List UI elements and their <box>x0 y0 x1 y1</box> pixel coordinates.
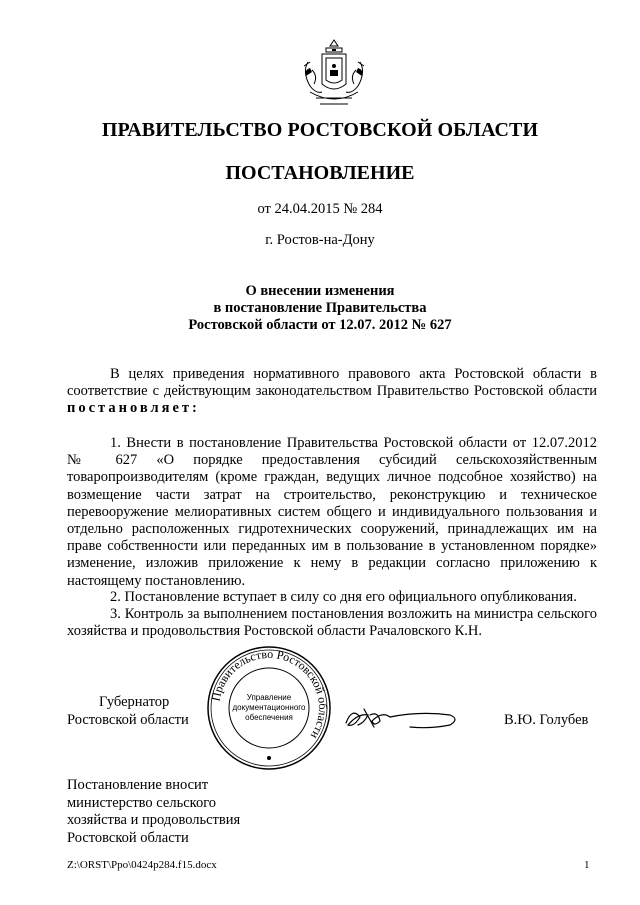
submitter-line: Ростовской области <box>67 829 189 846</box>
subject-line: Ростовской области от 12.07. 2012 № 627 <box>188 317 452 333</box>
submitter-line: Постановление вносит <box>67 777 209 793</box>
handwritten-signature-icon <box>340 697 470 737</box>
item-1-paragraph: 1. Внести в постановление Правительства Ростовской области от 12.07.2012 № 627 «О порядке предоставления субсидий сельскохозяйственным товаропроизводителям (кроме граждан, ведущих личное подсобное хозяйство) на возмещение части затрат на строительство, реконструкцию и техническое перевооружение мелиоративных систем общего и индивидуального пользования и отдельно расположенных гидротехнических сооружений, принадлежащих им на праве собственности или переданных им в пользование в установленном порядке» изменение, изложив приложение к нему в редакции согласно приложению к настоящему постановлению. <box>67 435 597 589</box>
round-seal-stamp-icon <box>205 644 333 772</box>
decree-word: постановляет: <box>67 400 200 417</box>
signatory-name: В.Ю. Голубев <box>504 712 589 728</box>
document-city: г. Ростов-на-Дону <box>265 232 375 248</box>
document-type-title: ПОСТАНОВЛЕНИЕ <box>225 162 415 184</box>
signatory-position <box>67 693 189 729</box>
government-title: ПРАВИТЕЛЬСТВО РОСТОВСКОЙ ОБЛАСТИ <box>101 119 539 141</box>
stamp-inner-line: обеспечения <box>245 713 293 722</box>
coat-of-arms-icon <box>296 36 372 110</box>
submitter-block <box>67 777 240 847</box>
preamble-text: В целях приведения нормативного правового акта Ростовской области в соответствие с действующим законодательством Правительство Ростовской области <box>67 366 597 400</box>
position-title: Губернатор <box>99 694 170 710</box>
stamp-inner-line: документационного <box>232 703 306 712</box>
footer-file-path: Z:\ORST\Ppo\0424p284.f15.docx <box>67 859 217 871</box>
stamp-outer-text: Правительство Ростовской области <box>208 646 331 742</box>
preamble-paragraph <box>67 366 597 418</box>
document-subject <box>0 283 640 334</box>
subject-line: О внесении изменения <box>245 283 395 299</box>
item-3-paragraph: 3. Контроль за выполнением постановления возложить на министра сельского хозяйства и продовольствия Ростовской области Рачаловского К.Н. <box>67 606 597 640</box>
submitter-line: хозяйства и продовольствия <box>67 812 241 828</box>
footer-page-number: 1 <box>584 859 590 871</box>
item-2-paragraph: 2. Постановление вступает в силу со дня его официального опубликования. <box>110 589 577 605</box>
position-region: Ростовской области <box>67 712 189 728</box>
submitter-line: министерство сельского <box>67 794 217 811</box>
document-date-number: от 24.04.2015 № 284 <box>257 201 383 217</box>
subject-line: в постановление Правительства <box>213 300 427 316</box>
stamp-inner-line: Управление <box>246 693 292 702</box>
